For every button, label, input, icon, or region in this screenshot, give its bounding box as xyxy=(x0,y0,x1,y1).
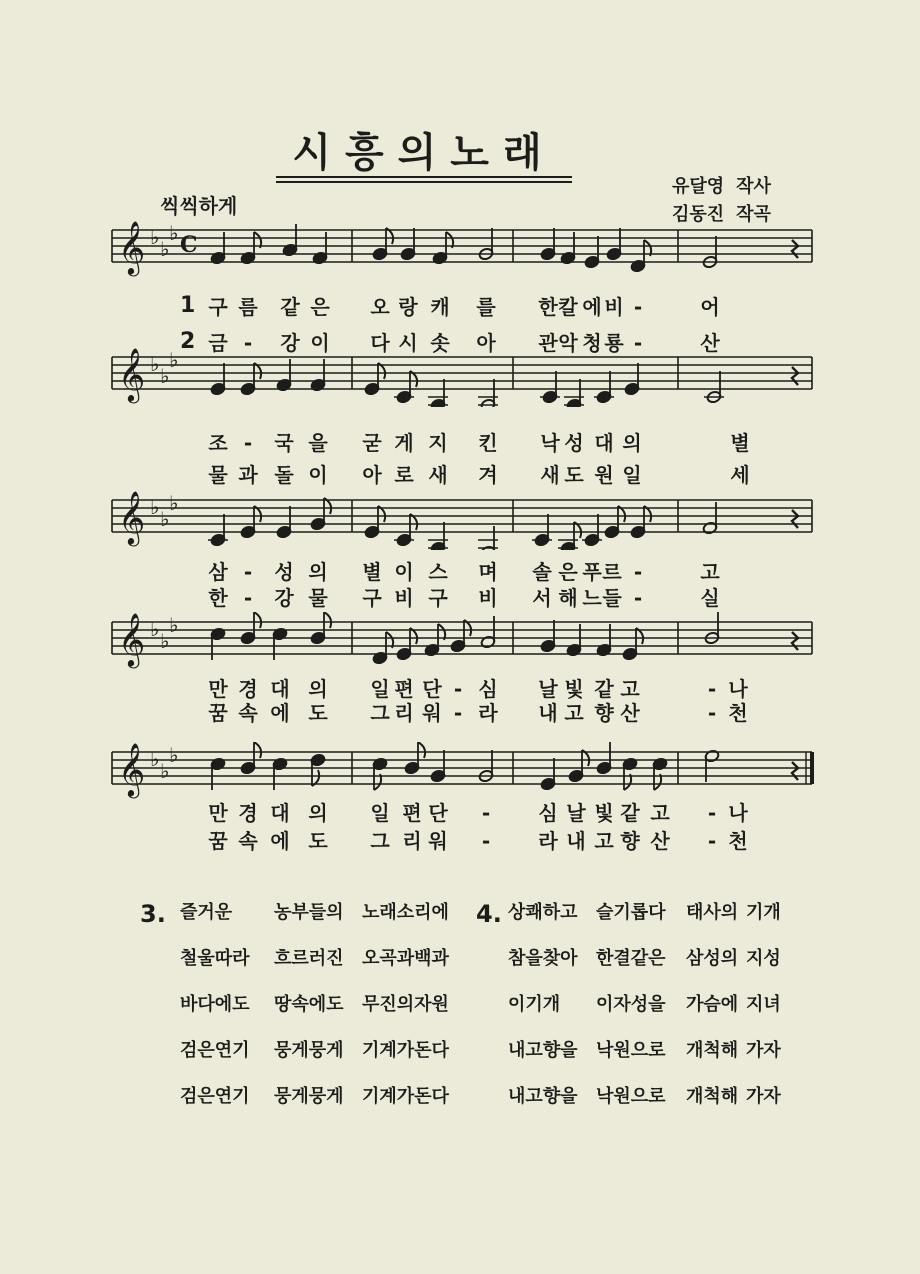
lyric-syllable: 해 xyxy=(558,586,578,610)
staff-system xyxy=(0,220,920,280)
verse-phrase: 지성 xyxy=(746,948,781,969)
verse-phrase: 흐르러진 xyxy=(274,948,344,969)
lyric-syllable: 편 xyxy=(394,677,414,701)
lyric-syllable: 별 xyxy=(362,560,382,584)
lyric-syllable: 돌 xyxy=(274,463,294,487)
tempo-marking: 씩씩하게 xyxy=(160,194,238,218)
flat-icon: ♭ xyxy=(169,221,179,245)
lyric-syllable: - xyxy=(243,431,253,455)
verse-phrase: 무진의자원 xyxy=(362,994,449,1015)
lyric-syllable: 솟 xyxy=(430,331,450,355)
lyric-syllable: 이 xyxy=(308,463,328,487)
note-flag xyxy=(254,612,261,628)
lyric-syllable: 내 xyxy=(566,829,586,853)
common-time-icon: C xyxy=(180,232,198,258)
staff-system xyxy=(0,742,920,802)
composer-name: 김동진 xyxy=(672,204,725,225)
lyric-syllable: 강 xyxy=(280,331,300,355)
lyric-syllable: 에 xyxy=(270,829,290,853)
lyric-syllable: 삼 xyxy=(208,560,228,584)
lyric-syllable: 물 xyxy=(208,463,228,487)
lyric-syllable: 나 xyxy=(728,677,748,701)
lyricist-name: 유달영 xyxy=(672,176,725,197)
verse-phrase: 내고향을 xyxy=(508,1040,578,1061)
verse-phrase: 뭉게뭉게 xyxy=(274,1040,344,1061)
verse-phrase: 뭉게뭉게 xyxy=(274,1086,344,1107)
lyric-syllable: 에 xyxy=(582,295,602,319)
lyric-syllable: 일 xyxy=(622,463,642,487)
verse-phrase: 한결같은 xyxy=(596,948,666,969)
lyric-syllable: 시 xyxy=(398,331,418,355)
lyric-syllable: 고 xyxy=(594,829,614,853)
lyric-syllable: 로 xyxy=(394,463,414,487)
lyric-syllable: 세 xyxy=(730,463,750,487)
lyric-syllable: 이 xyxy=(394,560,414,584)
verse-phrase: 개척해 xyxy=(686,1040,739,1061)
lyric-syllable: 산 xyxy=(620,701,640,725)
note-flag xyxy=(254,742,261,758)
flat-icon: ♭ xyxy=(160,364,170,388)
flat-icon: ♭ xyxy=(169,613,179,637)
lyric-syllable: 한 xyxy=(208,586,228,610)
lyric-syllable: - xyxy=(243,331,253,355)
lyric-syllable: 악 xyxy=(558,331,578,355)
lyric-syllable: 일 xyxy=(370,801,390,825)
flat-icon: ♭ xyxy=(160,629,170,653)
flat-icon: ♭ xyxy=(160,237,170,261)
lyric-syllable: - xyxy=(633,586,643,610)
lyric-syllable: 경 xyxy=(238,801,258,825)
lyric-syllable: 리 xyxy=(394,701,414,725)
verse-phrase: 삼성의 xyxy=(686,948,739,969)
verse-phrase: 땅속에도 xyxy=(274,994,344,1015)
lyric-syllable: 비 xyxy=(478,586,498,610)
verse-phrase: 오곡과백과 xyxy=(362,948,449,969)
note-flag xyxy=(324,612,331,628)
treble-clef-icon: 𝄞 xyxy=(118,612,146,666)
lyric-syllable: 게 xyxy=(394,431,414,455)
verse-phrase: 검은연기 xyxy=(180,1040,250,1061)
lyric-syllable: 관 xyxy=(538,331,558,355)
lyric-syllable: - xyxy=(633,331,643,355)
lyric-syllable: 국 xyxy=(274,431,294,455)
lyric-line xyxy=(0,292,920,326)
verse-phrase: 검은연기 xyxy=(180,1086,250,1107)
lyric-syllable: 며 xyxy=(478,560,498,584)
lyric-syllable: 라 xyxy=(538,829,558,853)
lyric-syllable: 룡 xyxy=(604,331,624,355)
lyric-syllable: 속 xyxy=(238,701,258,725)
flat-icon: ♭ xyxy=(169,491,179,515)
lyric-syllable: - xyxy=(453,677,463,701)
lyric-syllable: - xyxy=(453,701,463,725)
title-underline xyxy=(276,176,572,178)
lyric-syllable: - xyxy=(707,801,717,825)
lyric-syllable: 스 xyxy=(428,560,448,584)
lyric-syllable: 워 xyxy=(428,829,448,853)
verse-phrase: 철울따라 xyxy=(180,948,250,969)
lyric-syllable: 새 xyxy=(540,463,560,487)
lyric-syllable: 굳 xyxy=(362,431,382,455)
lyric-syllable: 빛 xyxy=(594,801,614,825)
lyric-syllable: 름 xyxy=(238,295,258,319)
lyric-syllable: - xyxy=(633,295,643,319)
lyric-syllable: 의 xyxy=(308,560,328,584)
lyric-line xyxy=(0,460,920,494)
lyric-syllable: 과 xyxy=(238,463,258,487)
lyric-syllable: 일 xyxy=(370,677,390,701)
verse-phrase: 낙원으로 xyxy=(596,1040,666,1061)
lyric-syllable: 천 xyxy=(728,701,748,725)
lyric-syllable: 에 xyxy=(270,701,290,725)
lyric-syllable: 심 xyxy=(478,677,498,701)
lyric-syllable: 같 xyxy=(620,801,640,825)
verse-phrase: 가자 xyxy=(746,1040,781,1061)
lyric-syllable: 향 xyxy=(594,701,614,725)
song-title: 시흥의노래 xyxy=(292,130,556,176)
quarter-rest-icon xyxy=(792,632,798,650)
lyric-syllable: 강 xyxy=(274,586,294,610)
lyric-syllable: 조 xyxy=(208,431,228,455)
lyric-syllable: 물 xyxy=(308,586,328,610)
lyric-syllable: 성 xyxy=(564,431,584,455)
lyric-syllable: 산 xyxy=(650,829,670,853)
lyric-syllable: 의 xyxy=(622,431,642,455)
lyric-syllable: - xyxy=(481,829,491,853)
lyric-syllable: - xyxy=(481,801,491,825)
flat-icon: ♭ xyxy=(169,743,179,767)
flat-icon: ♭ xyxy=(160,507,170,531)
verse-phrase: 낙원으로 xyxy=(596,1086,666,1107)
lyric-syllable: 랑 xyxy=(398,295,418,319)
verse-phrase: 이자성을 xyxy=(596,994,666,1015)
lyric-syllable: 경 xyxy=(238,677,258,701)
lyricist-credit xyxy=(672,172,771,198)
lyric-syllable: 산 xyxy=(700,331,720,355)
verse-phrase: 이기개 xyxy=(508,994,561,1015)
lyric-syllable: 칼 xyxy=(558,295,578,319)
verse-phrase: 참을찾아 xyxy=(508,948,578,969)
treble-clef-icon: 𝄞 xyxy=(118,347,146,401)
lyric-syllable: 낙 xyxy=(540,431,560,455)
lyric-syllable: 실 xyxy=(700,586,720,610)
lyric-syllable: 오 xyxy=(370,295,390,319)
lyric-syllable: 향 xyxy=(620,829,640,853)
lyric-syllable: 그 xyxy=(370,829,390,853)
lyric-syllable: 지 xyxy=(428,431,448,455)
lyric-syllable: 원 xyxy=(594,463,614,487)
quarter-rest-icon xyxy=(792,762,798,780)
lyric-syllable: 천 xyxy=(728,829,748,853)
verse-number: 1 xyxy=(180,293,196,318)
lyric-syllable: 대 xyxy=(594,431,614,455)
lyric-syllable: 고 xyxy=(564,701,584,725)
lyric-syllable: 의 xyxy=(308,677,328,701)
lyric-syllable: 편 xyxy=(402,801,422,825)
lyric-syllable: 심 xyxy=(538,801,558,825)
lyric-syllable: 솔 xyxy=(532,560,552,584)
lyric-syllable: 은 xyxy=(310,295,330,319)
verse-phrase: 내고향을 xyxy=(508,1086,578,1107)
lyric-syllable: 구 xyxy=(428,586,448,610)
lyric-syllable: 나 xyxy=(728,801,748,825)
lyric-syllable: 워 xyxy=(422,701,442,725)
lyric-syllable: 만 xyxy=(208,801,228,825)
lyric-syllable: 꿈 xyxy=(208,701,228,725)
flat-icon: ♭ xyxy=(160,759,170,783)
lyric-syllable: 새 xyxy=(428,463,448,487)
lyric-syllable: 이 xyxy=(310,331,330,355)
verse-phrase: 기계가돈다 xyxy=(362,1086,449,1107)
verse-phrase: 상쾌하고 xyxy=(508,902,578,923)
lyric-syllable: 내 xyxy=(538,701,558,725)
title-underline-2 xyxy=(276,181,572,183)
quarter-rest-icon xyxy=(792,240,798,258)
lyric-syllable: 구 xyxy=(362,586,382,610)
lyric-syllable: 르 xyxy=(602,560,622,584)
lyric-syllable: - xyxy=(707,701,717,725)
lyric-syllable: - xyxy=(707,829,717,853)
treble-clef-icon: 𝄞 xyxy=(118,490,146,544)
lyric-syllable: 꿈 xyxy=(208,829,228,853)
flat-icon: ♭ xyxy=(169,348,179,372)
verse-phrase: 노래소리에 xyxy=(362,902,449,923)
verse-phrase: 지녀 xyxy=(746,994,781,1015)
lyric-syllable: 대 xyxy=(270,801,290,825)
lyric-syllable: 만 xyxy=(208,677,228,701)
verse-phrase: 태사의 xyxy=(686,902,739,923)
quarter-rest-icon xyxy=(792,367,798,385)
lyric-syllable: 도 xyxy=(308,829,328,853)
verse-phrase: 가자 xyxy=(746,1086,781,1107)
flat-icon: ♭ xyxy=(150,747,160,771)
lyric-syllable: 고 xyxy=(620,677,640,701)
verse-phrase: 가슴에 xyxy=(686,994,739,1015)
lyric-syllable: 그 xyxy=(370,701,390,725)
lyric-syllable: 고 xyxy=(700,560,720,584)
treble-clef-icon: 𝄞 xyxy=(118,220,146,274)
lyric-syllable: - xyxy=(633,560,643,584)
verse3-label: 3. xyxy=(140,900,166,928)
lyricist-role: 작사 xyxy=(736,176,771,197)
lyric-syllable: 푸 xyxy=(582,560,602,584)
lyric-syllable: 별 xyxy=(730,431,750,455)
lyric-syllable: 금 xyxy=(208,331,228,355)
lyric-syllable: 리 xyxy=(402,829,422,853)
verse-phrase: 바다에도 xyxy=(180,994,250,1015)
lyric-syllable: 라 xyxy=(478,701,498,725)
lyric-syllable: 단 xyxy=(428,801,448,825)
lyric-syllable: - xyxy=(707,677,717,701)
lyric-syllable: 킨 xyxy=(478,431,498,455)
lyric-syllable: 날 xyxy=(566,801,586,825)
lyric-syllable: 청 xyxy=(582,331,602,355)
lyric-syllable: 어 xyxy=(700,295,720,319)
lyric-syllable: 도 xyxy=(564,463,584,487)
lyric-syllable: 비 xyxy=(394,586,414,610)
lyric-syllable: 날 xyxy=(538,677,558,701)
flat-icon: ♭ xyxy=(150,352,160,376)
lyric-syllable: 를 xyxy=(476,295,496,319)
lyric-syllable: 느 xyxy=(582,586,602,610)
verse4-label: 4. xyxy=(476,900,502,928)
lyric-line xyxy=(0,698,920,732)
lyric-syllable: 대 xyxy=(270,677,290,701)
verse-number: 2 xyxy=(180,329,196,354)
composer-role: 작곡 xyxy=(736,204,771,225)
staff-system xyxy=(0,490,920,550)
lyric-syllable: 성 xyxy=(274,560,294,584)
lyric-syllable: 단 xyxy=(422,677,442,701)
lyric-syllable: 다 xyxy=(370,331,390,355)
flat-icon: ♭ xyxy=(150,617,160,641)
lyric-syllable: 한 xyxy=(538,295,558,319)
staff-system xyxy=(0,612,920,672)
lyric-syllable: 을 xyxy=(308,431,328,455)
lyric-syllable: 같 xyxy=(594,677,614,701)
lyric-syllable: 겨 xyxy=(478,463,498,487)
lyric-line xyxy=(0,428,920,462)
lyric-syllable: 아 xyxy=(476,331,496,355)
treble-clef-icon: 𝄞 xyxy=(118,742,146,796)
lyric-line xyxy=(0,826,920,860)
lyric-syllable: 들 xyxy=(602,586,622,610)
lyric-syllable: - xyxy=(243,560,253,584)
lyric-syllable: - xyxy=(243,586,253,610)
lyric-syllable: 은 xyxy=(558,560,578,584)
lyric-syllable: 고 xyxy=(650,801,670,825)
lyric-syllable: 같 xyxy=(280,295,300,319)
verse-phrase: 개척해 xyxy=(686,1086,739,1107)
lyric-syllable: 비 xyxy=(604,295,624,319)
lyric-syllable: 의 xyxy=(308,801,328,825)
verse-phrase: 기개 xyxy=(746,902,781,923)
verse-phrase: 즐거운 xyxy=(180,902,233,923)
lyric-syllable: 속 xyxy=(238,829,258,853)
lyric-syllable: 구 xyxy=(208,295,228,319)
flat-icon: ♭ xyxy=(150,225,160,249)
lyric-syllable: 빛 xyxy=(564,677,584,701)
verse-phrase: 슬기롭다 xyxy=(596,902,666,923)
lyric-syllable: 도 xyxy=(308,701,328,725)
lyric-syllable: 캐 xyxy=(430,295,450,319)
note-flag xyxy=(418,742,425,758)
lyric-syllable: 아 xyxy=(362,463,382,487)
lyric-syllable: 서 xyxy=(532,586,552,610)
quarter-rest-icon xyxy=(792,510,798,528)
verse-phrase: 기계가돈다 xyxy=(362,1040,449,1061)
staff-system xyxy=(0,347,920,407)
flat-icon: ♭ xyxy=(150,495,160,519)
verse-phrase: 농부들의 xyxy=(274,902,344,923)
